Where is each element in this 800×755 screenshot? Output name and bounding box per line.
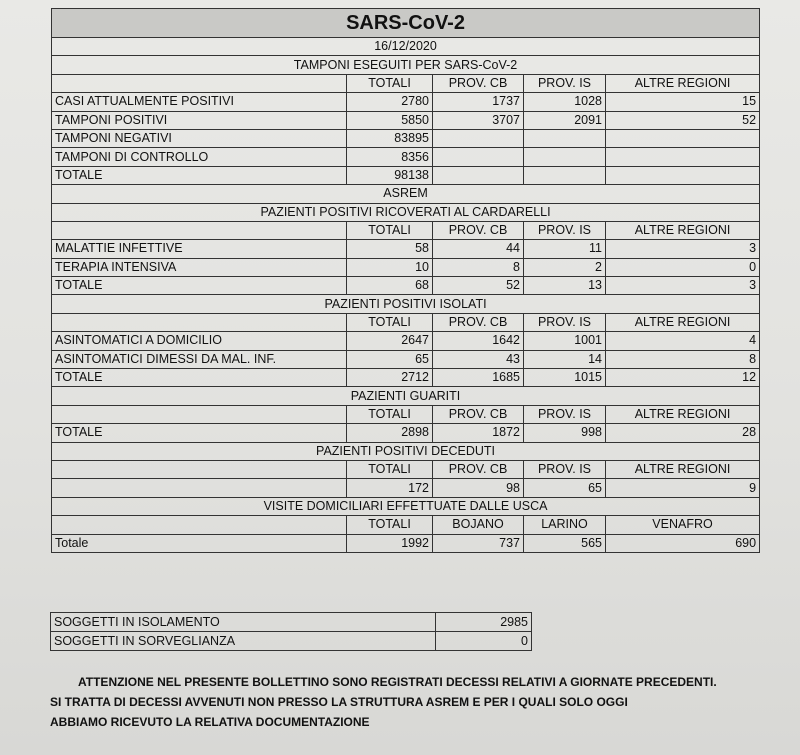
cell-totali: 2898 xyxy=(347,424,433,442)
row-label xyxy=(52,479,347,497)
cell-larino: 565 xyxy=(524,534,606,552)
cell-totali: 1992 xyxy=(347,534,433,552)
cell-prov-cb: 8 xyxy=(433,258,524,276)
cell-prov-is xyxy=(524,166,606,184)
asrem-label: ASREM xyxy=(52,185,760,203)
header-prov-is: PROV. IS xyxy=(524,221,606,239)
header-totali: TOTALI xyxy=(347,516,433,534)
bulletin-table xyxy=(51,8,760,553)
table-row xyxy=(52,479,760,497)
soggetti-label: SOGGETTI IN SORVEGLIANZA xyxy=(51,632,436,651)
cell-altre-regioni: 12 xyxy=(606,369,760,387)
header-totali: TOTALI xyxy=(347,74,433,92)
table-row xyxy=(52,93,760,111)
cell-altre-regioni: 0 xyxy=(606,258,760,276)
header-prov-cb: PROV. CB xyxy=(433,74,524,92)
asrem-row xyxy=(52,185,760,203)
cell-prov-is: 11 xyxy=(524,240,606,258)
soggetti-value: 0 xyxy=(436,632,532,651)
header-row xyxy=(52,516,760,534)
cell-altre-regioni: 8 xyxy=(606,350,760,368)
notice-line: SI TRATTA DI DECESSI AVVENUTI NON PRESSO LA STRUTTURA ASREM E PER I QUALI SOLO OGGI xyxy=(50,695,628,709)
cell-altre-regioni: 52 xyxy=(606,111,760,129)
section-title: PAZIENTI POSITIVI DECEDUTI xyxy=(52,442,760,460)
row-label: TAMPONI POSITIVI xyxy=(52,111,347,129)
cell-prov-cb: 44 xyxy=(433,240,524,258)
header-totali: TOTALI xyxy=(347,460,433,478)
cell-prov-is: 14 xyxy=(524,350,606,368)
table-row xyxy=(52,369,760,387)
cell-altre-regioni: 4 xyxy=(606,332,760,350)
title-row xyxy=(52,9,760,38)
cell-totali: 83895 xyxy=(347,129,433,147)
header-blank xyxy=(52,221,347,239)
table-row xyxy=(52,166,760,184)
header-prov-is: PROV. IS xyxy=(524,405,606,423)
cell-prov-cb: 1642 xyxy=(433,332,524,350)
header-row xyxy=(52,313,760,331)
cell-totali: 8356 xyxy=(347,148,433,166)
cell-prov-cb: 1737 xyxy=(433,93,524,111)
cell-totali: 98138 xyxy=(347,166,433,184)
row-label: Totale xyxy=(52,534,347,552)
header-blank xyxy=(52,405,347,423)
bulletin-date: 16/12/2020 xyxy=(52,38,760,56)
header-venafro: VENAFRO xyxy=(606,516,760,534)
section-title: PAZIENTI POSITIVI ISOLATI xyxy=(52,295,760,313)
row-label: ASINTOMATICI DIMESSI DA MAL. INF. xyxy=(52,350,347,368)
cell-totali: 58 xyxy=(347,240,433,258)
header-altre-regioni: ALTRE REGIONI xyxy=(606,74,760,92)
section-title: TAMPONI ESEGUITI PER SARS-CoV-2 xyxy=(52,56,760,74)
table-row xyxy=(51,613,532,632)
table-row xyxy=(52,332,760,350)
cell-prov-cb: 1872 xyxy=(433,424,524,442)
cell-prov-is: 2091 xyxy=(524,111,606,129)
section-title: PAZIENTI POSITIVI RICOVERATI AL CARDARELLI xyxy=(52,203,760,221)
cell-altre-regioni: 3 xyxy=(606,240,760,258)
section-title-row xyxy=(52,497,760,515)
section-title: PAZIENTI GUARITI xyxy=(52,387,760,405)
header-blank xyxy=(52,313,347,331)
section-title-row xyxy=(52,56,760,74)
cell-prov-is: 2 xyxy=(524,258,606,276)
cell-altre-regioni xyxy=(606,129,760,147)
page-title: SARS-CoV-2 xyxy=(52,9,760,38)
row-label: CASI ATTUALMENTE POSITIVI xyxy=(52,93,347,111)
cell-prov-cb xyxy=(433,148,524,166)
cell-totali: 2647 xyxy=(347,332,433,350)
header-prov-is: PROV. IS xyxy=(524,313,606,331)
header-altre-regioni: ALTRE REGIONI xyxy=(606,405,760,423)
header-prov-cb: PROV. CB xyxy=(433,405,524,423)
cell-prov-is xyxy=(524,148,606,166)
cell-prov-is xyxy=(524,129,606,147)
cell-prov-is: 1015 xyxy=(524,369,606,387)
header-prov-cb: PROV. CB xyxy=(433,313,524,331)
header-prov-cb: PROV. CB xyxy=(433,460,524,478)
cell-venafro: 690 xyxy=(606,534,760,552)
soggetti-label: SOGGETTI IN ISOLAMENTO xyxy=(51,613,436,632)
cell-prov-cb: 98 xyxy=(433,479,524,497)
cell-totali: 10 xyxy=(347,258,433,276)
cell-prov-is: 65 xyxy=(524,479,606,497)
cell-prov-is: 13 xyxy=(524,277,606,295)
notice-text xyxy=(50,672,760,732)
header-blank xyxy=(52,516,347,534)
header-blank xyxy=(52,460,347,478)
cell-prov-cb: 52 xyxy=(433,277,524,295)
table-row xyxy=(52,277,760,295)
row-label: TOTALE xyxy=(52,166,347,184)
header-totali: TOTALI xyxy=(347,405,433,423)
row-label: TERAPIA INTENSIVA xyxy=(52,258,347,276)
cell-totali: 65 xyxy=(347,350,433,368)
cell-totali: 2780 xyxy=(347,93,433,111)
section-title-row xyxy=(52,442,760,460)
table-row xyxy=(52,148,760,166)
row-label: TAMPONI DI CONTROLLO xyxy=(52,148,347,166)
cell-prov-is: 998 xyxy=(524,424,606,442)
section-title-row xyxy=(52,203,760,221)
cell-altre-regioni: 28 xyxy=(606,424,760,442)
cell-totali: 172 xyxy=(347,479,433,497)
cell-prov-cb: 43 xyxy=(433,350,524,368)
header-row xyxy=(52,221,760,239)
cell-prov-cb: 3707 xyxy=(433,111,524,129)
header-altre-regioni: ALTRE REGIONI xyxy=(606,460,760,478)
row-label: TOTALE xyxy=(52,424,347,442)
header-bojano: BOJANO xyxy=(433,516,524,534)
row-label: TAMPONI NEGATIVI xyxy=(52,129,347,147)
table-row xyxy=(52,424,760,442)
cell-prov-cb xyxy=(433,166,524,184)
row-label: ASINTOMATICI A DOMICILIO xyxy=(52,332,347,350)
cell-bojano: 737 xyxy=(433,534,524,552)
section-title-row xyxy=(52,387,760,405)
cell-altre-regioni: 15 xyxy=(606,93,760,111)
header-prov-cb: PROV. CB xyxy=(433,221,524,239)
row-label: TOTALE xyxy=(52,369,347,387)
cell-totali: 5850 xyxy=(347,111,433,129)
header-altre-regioni: ALTRE REGIONI xyxy=(606,221,760,239)
cell-prov-is: 1001 xyxy=(524,332,606,350)
header-prov-is: PROV. IS xyxy=(524,74,606,92)
cell-totali: 68 xyxy=(347,277,433,295)
header-row xyxy=(52,460,760,478)
header-larino: LARINO xyxy=(524,516,606,534)
header-totali: TOTALI xyxy=(347,221,433,239)
cell-prov-cb xyxy=(433,129,524,147)
cell-totali: 2712 xyxy=(347,369,433,387)
table-row xyxy=(51,632,532,651)
row-label: TOTALE xyxy=(52,277,347,295)
table-row xyxy=(52,129,760,147)
section-title-row xyxy=(52,295,760,313)
soggetti-table xyxy=(50,612,532,651)
header-row xyxy=(52,74,760,92)
notice-line: ATTENZIONE NEL PRESENTE BOLLETTINO SONO REGISTRATI DECESSI RELATIVI A GIORNATE PRECEDENTI. xyxy=(78,675,717,689)
header-altre-regioni: ALTRE REGIONI xyxy=(606,313,760,331)
date-row xyxy=(52,38,760,56)
section-title: VISITE DOMICILIARI EFFETTUATE DALLE USCA xyxy=(52,497,760,515)
cell-altre-regioni: 9 xyxy=(606,479,760,497)
header-blank xyxy=(52,74,347,92)
cell-altre-regioni: 3 xyxy=(606,277,760,295)
table-row xyxy=(52,258,760,276)
header-row xyxy=(52,405,760,423)
cell-altre-regioni xyxy=(606,166,760,184)
cell-altre-regioni xyxy=(606,148,760,166)
table-row xyxy=(52,111,760,129)
table-row xyxy=(52,534,760,552)
cell-prov-cb: 1685 xyxy=(433,369,524,387)
header-prov-is: PROV. IS xyxy=(524,460,606,478)
soggetti-value: 2985 xyxy=(436,613,532,632)
table-row xyxy=(52,240,760,258)
cell-prov-is: 1028 xyxy=(524,93,606,111)
notice-line: ABBIAMO RICEVUTO LA RELATIVA DOCUMENTAZIONE xyxy=(50,715,370,729)
row-label: MALATTIE INFETTIVE xyxy=(52,240,347,258)
header-totali: TOTALI xyxy=(347,313,433,331)
table-row xyxy=(52,350,760,368)
